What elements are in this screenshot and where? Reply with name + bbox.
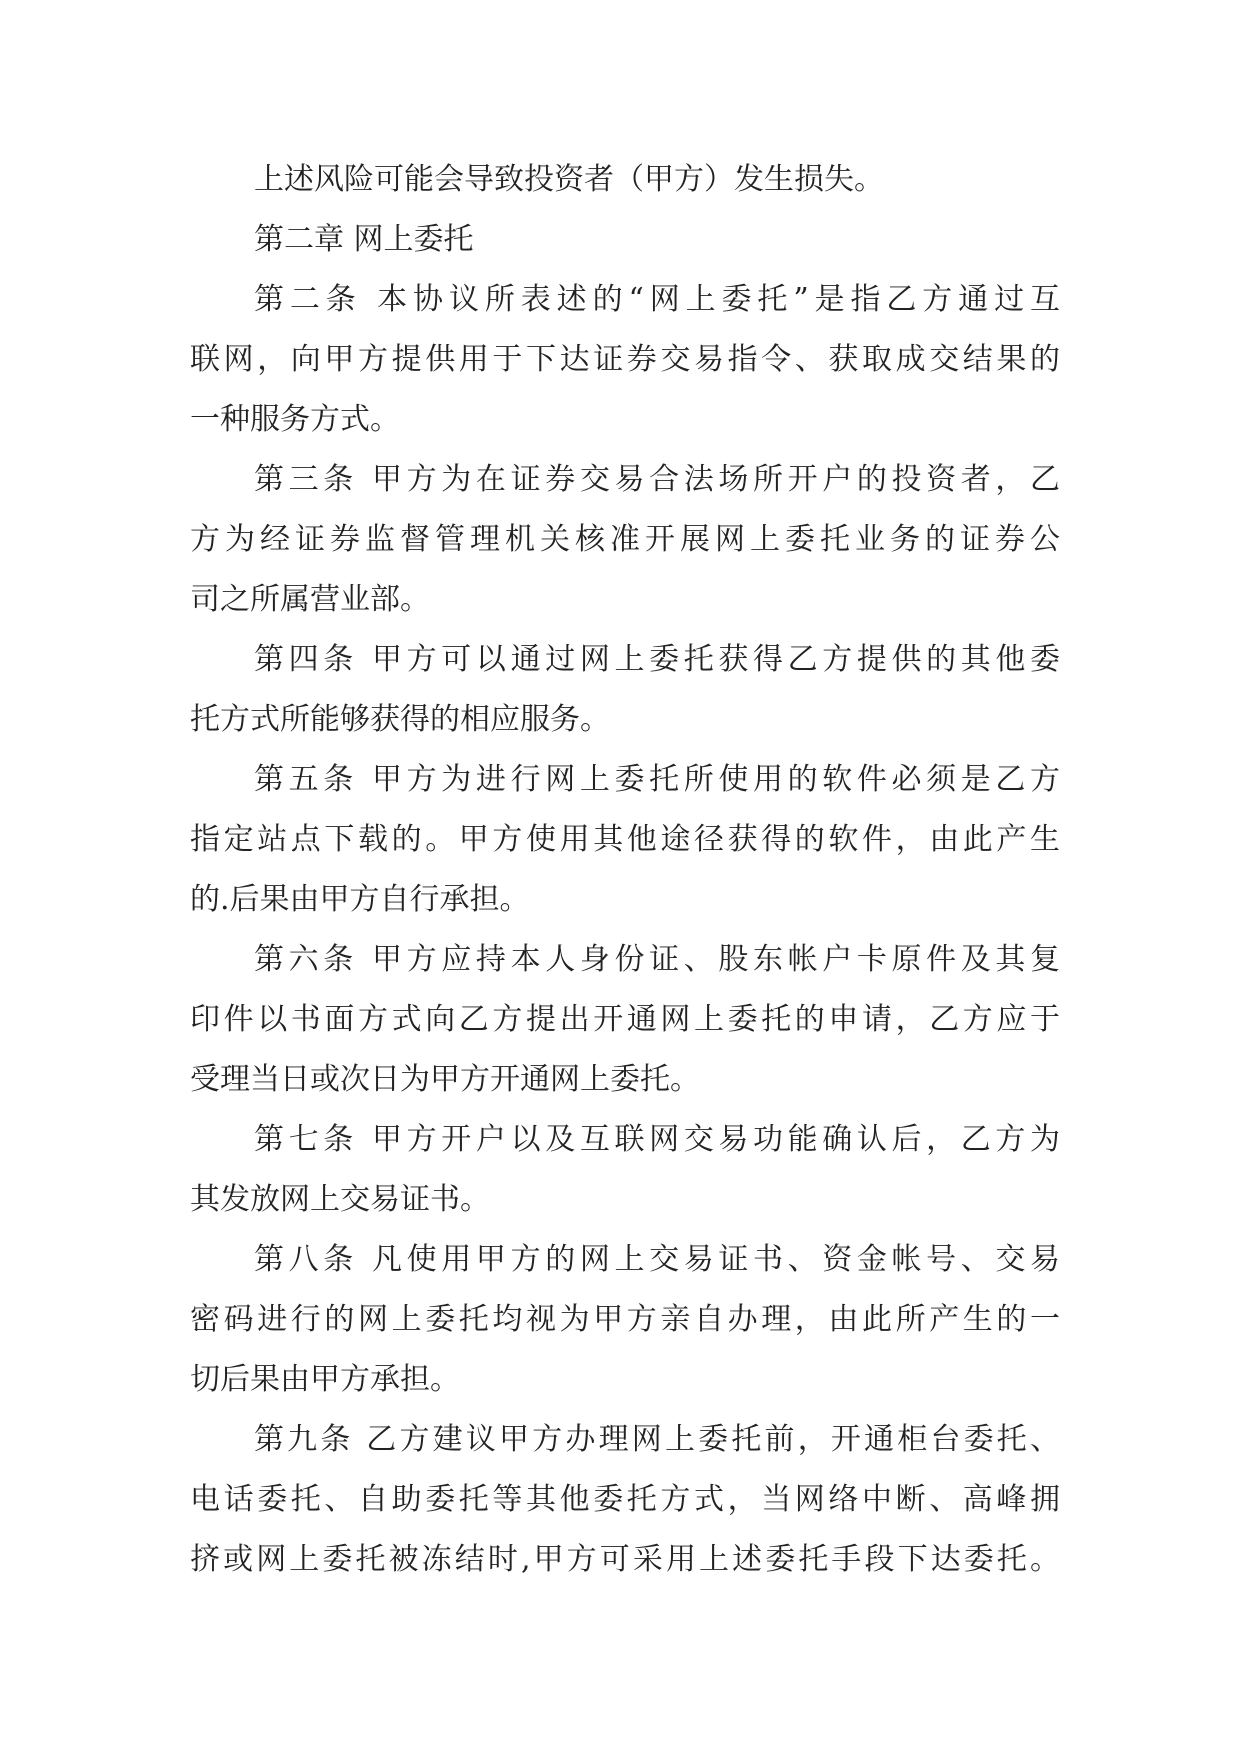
article-2 (190, 270, 1060, 450)
text-line: 印件以书面方式向乙方提出开通网上委托的申请，乙方应于 (190, 1002, 1060, 1037)
text-line: 的.后果由甲方自行承担。 (190, 882, 530, 917)
text-line: 第六条 甲方应持本人身份证、股东帐户卡原件及其复 (254, 942, 1060, 977)
text-line: 第三条 甲方为在证券交易合法场所开户的投资者，乙 (254, 462, 1060, 497)
text-line: 密码进行的网上委托均视为甲方亲自办理，由此所产生的一 (190, 1302, 1060, 1337)
text-line: 切后果由甲方承担。 (190, 1362, 460, 1397)
text-line: 司之所属营业部。 (190, 582, 430, 617)
text-line: 托方式所能够获得的相应服务。 (190, 702, 610, 737)
chapter-heading (190, 210, 1060, 270)
text-line: 第五条 甲方为进行网上委托所使用的软件必须是乙方 (254, 762, 1060, 797)
text-line: 指定站点下载的。甲方使用其他途径获得的软件，由此产生 (190, 822, 1060, 857)
article-5 (190, 750, 1060, 930)
text-line: 电话委托、自助委托等其他委托方式，当网络中断、高峰拥 (190, 1482, 1060, 1517)
article-8 (190, 1230, 1060, 1410)
text-line: 第八条 凡使用甲方的网上交易证书、资金帐号、交易 (254, 1242, 1060, 1277)
article-9 (190, 1410, 1060, 1590)
text-line: 受理当日或次日为甲方开通网上委托。 (190, 1062, 700, 1097)
article-4 (190, 630, 1060, 750)
chapter-title: 第二章 网上委托 (254, 222, 474, 257)
article-6 (190, 930, 1060, 1110)
text-line: 挤或网上委托被冻结时,甲方可采用上述委托手段下达委托。 (190, 1542, 1060, 1577)
article-3 (190, 450, 1060, 630)
article-7 (190, 1110, 1060, 1230)
text-line: 方为经证券监督管理机关核准开展网上委托业务的证券公 (190, 522, 1060, 557)
text-line: 上述风险可能会导致投资者（甲方）发生损失。 (254, 162, 884, 197)
text-line: 第七条 甲方开户以及互联网交易功能确认后，乙方为 (254, 1122, 1060, 1157)
text-line: 一种服务方式。 (190, 402, 400, 437)
document-body (190, 150, 1060, 1590)
text-line: 联网，向甲方提供用于下达证券交易指令、获取成交结果的 (190, 342, 1060, 377)
paragraph-risk-conclusion (190, 150, 1060, 210)
text-line: 其发放网上交易证书。 (190, 1182, 490, 1217)
text-line: 第二条 本协议所表述的“网上委托”是指乙方通过互 (254, 282, 1060, 317)
text-line: 第九条 乙方建议甲方办理网上委托前，开通柜台委托、 (254, 1422, 1060, 1457)
text-line: 第四条 甲方可以通过网上委托获得乙方提供的其他委 (254, 642, 1060, 677)
